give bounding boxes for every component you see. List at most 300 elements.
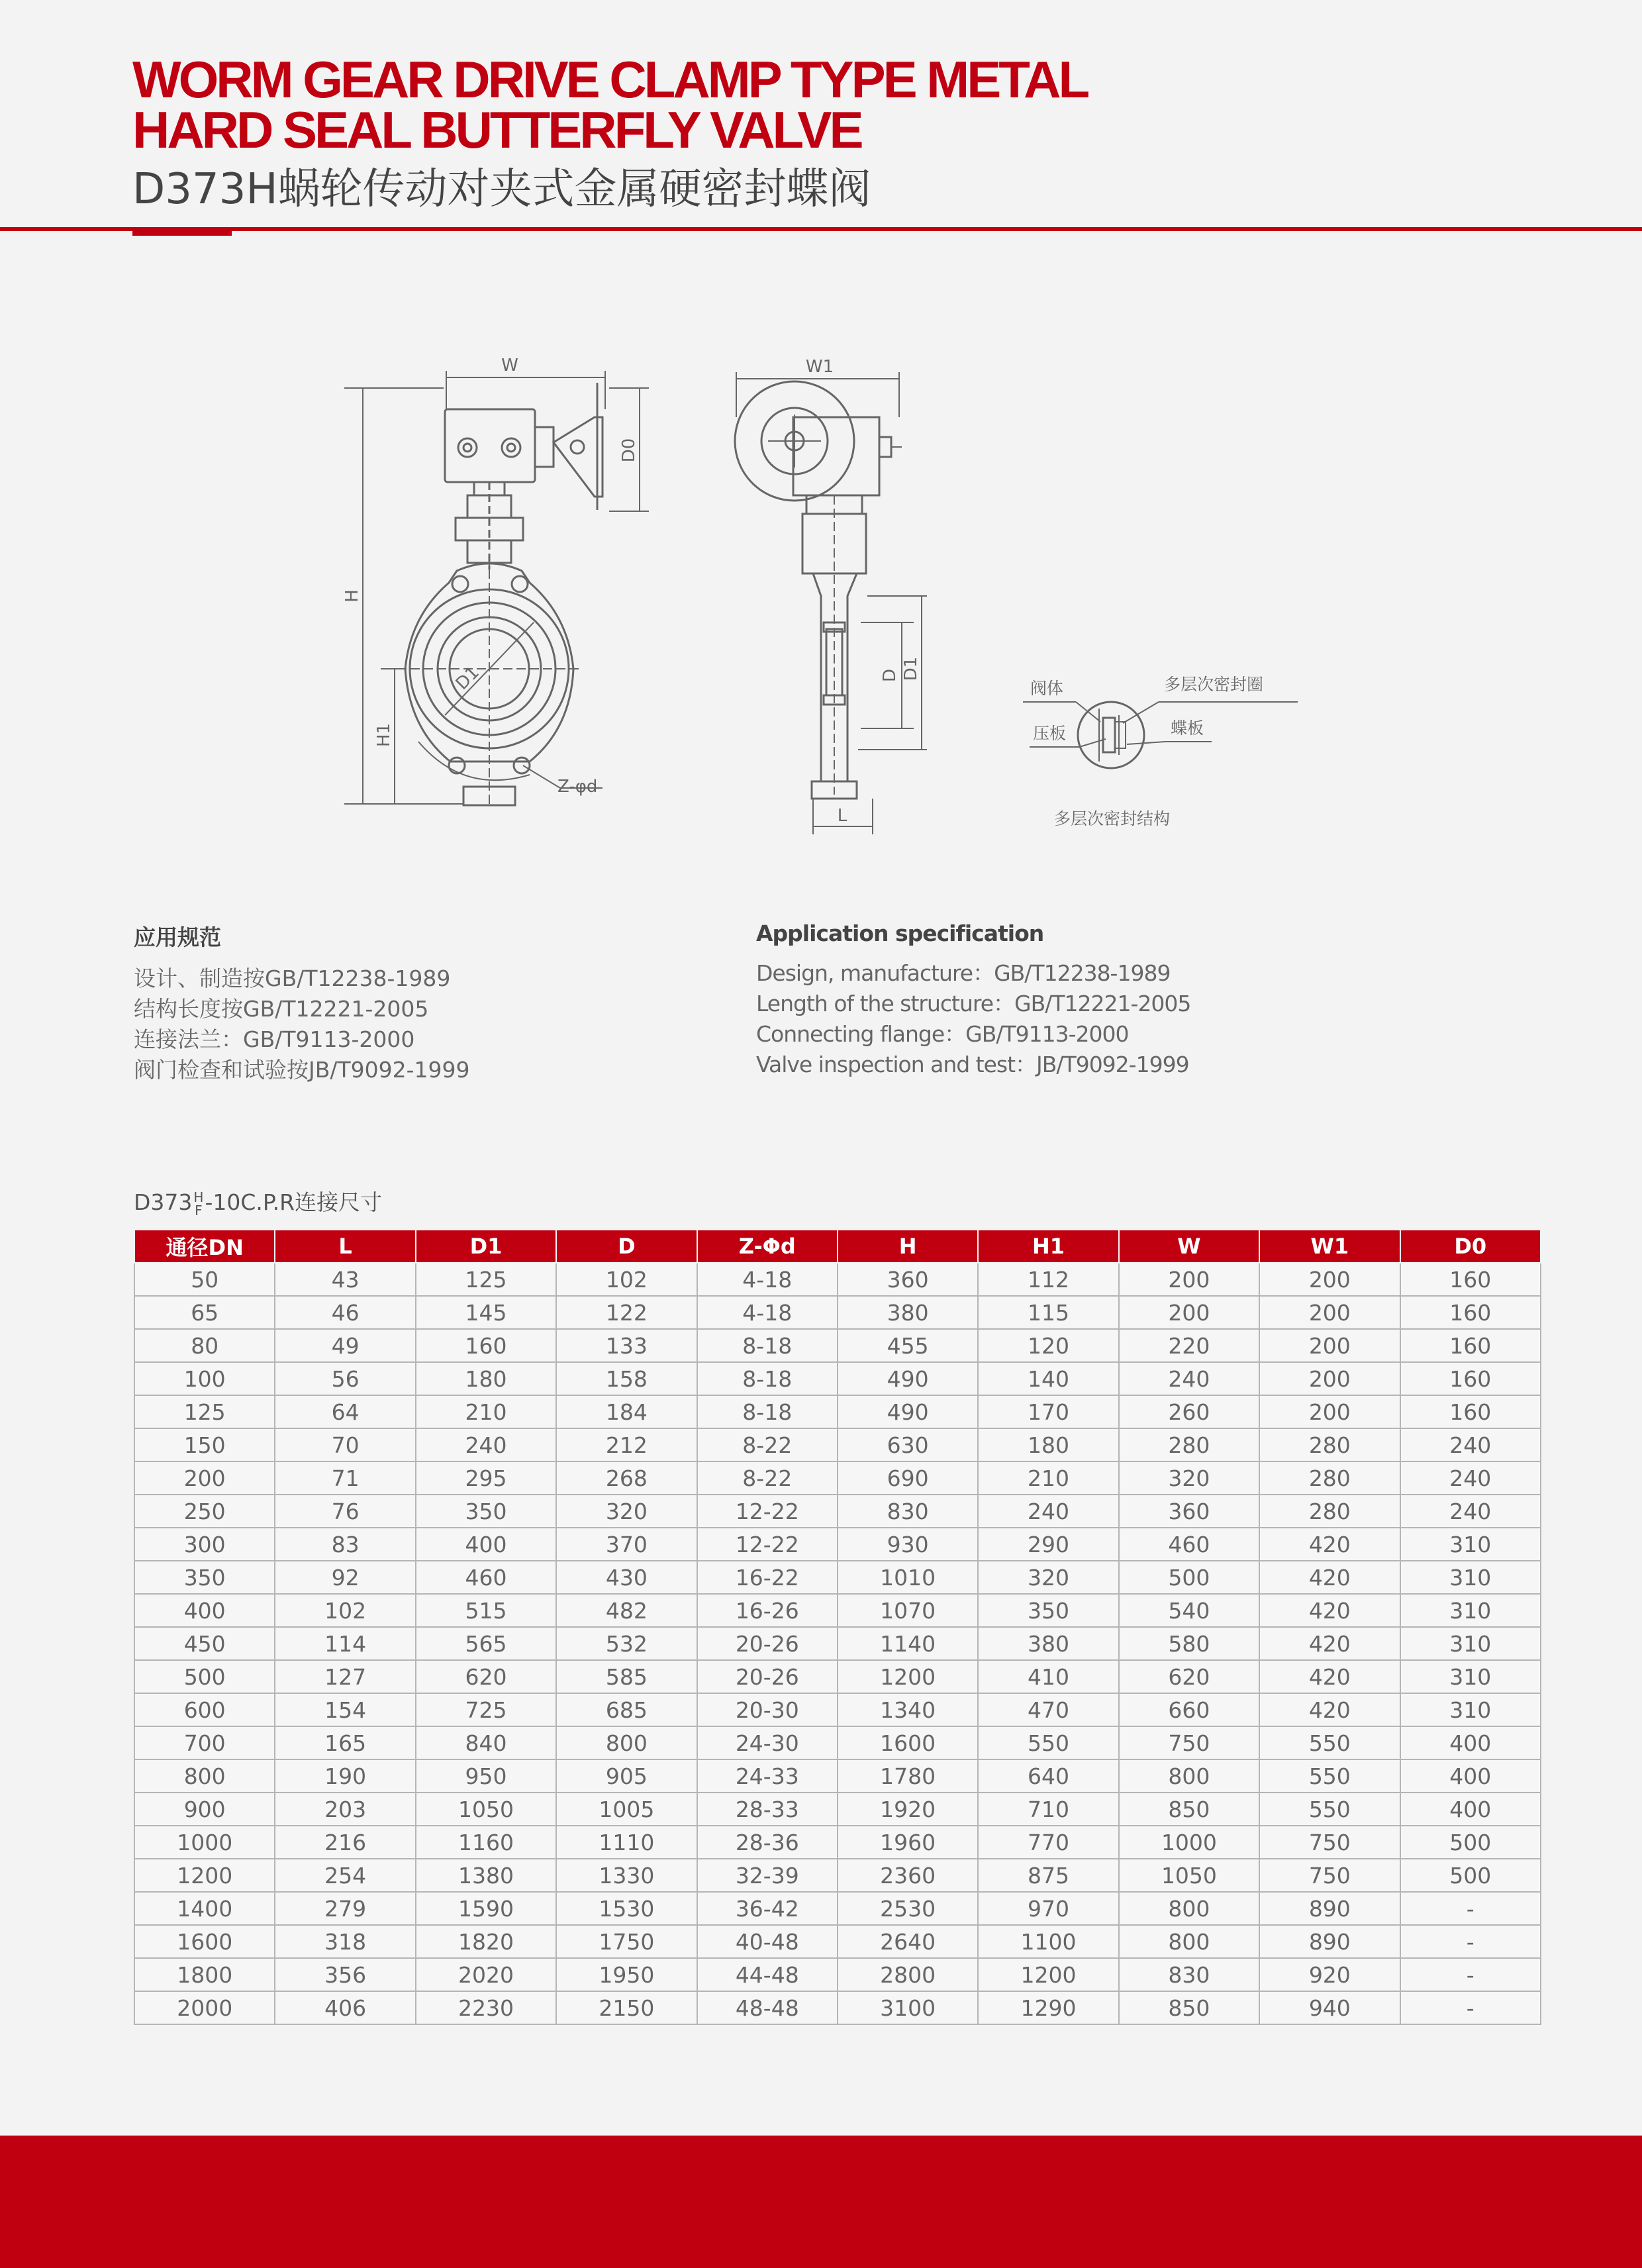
table-cell: 550 [1259, 1726, 1400, 1759]
table-cell: 71 [275, 1461, 415, 1495]
spec-cn [134, 920, 470, 1085]
table-cell: 800 [1119, 1759, 1259, 1793]
table-row [134, 1594, 1541, 1627]
table-cell: 1050 [1119, 1859, 1259, 1892]
table-cell: 160 [1400, 1362, 1541, 1395]
table-cell: 420 [1259, 1693, 1400, 1726]
table-cell: 70 [275, 1428, 415, 1461]
table-cell: 565 [416, 1627, 556, 1660]
table-cell: - [1400, 1991, 1541, 2024]
label-z-d: Z-φd [557, 777, 598, 797]
table-cell: 8-18 [697, 1395, 838, 1428]
table-header-cell: H [838, 1230, 978, 1263]
table-cell: 295 [416, 1461, 556, 1495]
table-cell: 410 [978, 1660, 1118, 1693]
table-row [134, 1528, 1541, 1561]
table-cell: 370 [556, 1528, 697, 1561]
table-cell: 184 [556, 1395, 697, 1428]
table-header-cell: D1 [416, 1230, 556, 1263]
footer-band [0, 2136, 1642, 2268]
table-cell: 28-33 [697, 1793, 838, 1826]
table-cell: 2530 [838, 1892, 978, 1925]
table-cell: 490 [838, 1395, 978, 1428]
table-cell: 190 [275, 1759, 415, 1793]
table-cell: 550 [978, 1726, 1118, 1759]
technical-drawings [0, 318, 1642, 914]
table-cell: 133 [556, 1329, 697, 1362]
table-row [134, 1461, 1541, 1495]
table-cell: 1950 [556, 1958, 697, 1991]
label-body: 阀体 [1030, 679, 1064, 698]
table-cell: 2640 [838, 1925, 978, 1958]
table-cell: 16-22 [697, 1561, 838, 1594]
spec-en-line: Valve inspection and test：JB/T9092-1999 [756, 1052, 1189, 1077]
table-cell: 320 [978, 1561, 1118, 1594]
table-cell: 200 [1119, 1263, 1259, 1296]
table-cell: 400 [1400, 1793, 1541, 1826]
table-cell: 500 [1119, 1561, 1259, 1594]
table-cell: 550 [1259, 1759, 1400, 1793]
table-cell: 685 [556, 1693, 697, 1726]
table-cell: 102 [556, 1263, 697, 1296]
table-row [134, 1793, 1541, 1826]
table-cell: 160 [1400, 1329, 1541, 1362]
table-cell: 200 [1259, 1362, 1400, 1395]
table-cell: 180 [978, 1428, 1118, 1461]
table-cell: 114 [275, 1627, 415, 1660]
table-cell: 770 [978, 1826, 1118, 1859]
table-cell: 158 [556, 1362, 697, 1395]
table-cell: 640 [978, 1759, 1118, 1793]
table-cell: 710 [978, 1793, 1118, 1826]
table-cell: 240 [1400, 1495, 1541, 1528]
table-caption-suffix: -10C.P.R连接尺寸 [205, 1189, 383, 1215]
table-cell: 750 [1259, 1859, 1400, 1892]
table-cell: 830 [838, 1495, 978, 1528]
table-caption-prefix: D373 [134, 1189, 193, 1215]
table-cell: 1010 [838, 1561, 978, 1594]
table-cell: 20-26 [697, 1660, 838, 1693]
table-cell: 620 [1119, 1660, 1259, 1693]
spec-cn-heading: 应用规范 [134, 924, 221, 950]
table-cell: 356 [275, 1958, 415, 1991]
table-cell: 950 [416, 1759, 556, 1793]
table-cell: 360 [1119, 1495, 1259, 1528]
table-cell: 210 [416, 1395, 556, 1428]
table-cell: 318 [275, 1925, 415, 1958]
spec-en-line: Connecting flange：GB/T9113-2000 [756, 1021, 1129, 1047]
table-cell: 8-18 [697, 1329, 838, 1362]
table-cell: 2230 [416, 1991, 556, 2024]
table-cell: 310 [1400, 1561, 1541, 1594]
table-cell: 1000 [1119, 1826, 1259, 1859]
table-cell: 1330 [556, 1859, 697, 1892]
label-h: H [342, 589, 362, 603]
table-cell: 16-26 [697, 1594, 838, 1627]
title-cn: D373H蜗轮传动对夹式金属硬密封蝶阀 [132, 165, 871, 214]
table-cell: 690 [838, 1461, 978, 1495]
table-cell: 268 [556, 1461, 697, 1495]
table-cell: 930 [838, 1528, 978, 1561]
table-cell: 360 [838, 1263, 978, 1296]
spec-en-line: Design, manufacture：GB/T12238-1989 [756, 960, 1171, 986]
fraction-bottom: F [195, 1202, 203, 1218]
table-cell: 460 [416, 1561, 556, 1594]
table-caption [134, 1185, 382, 1217]
header-rule-accent [132, 227, 232, 236]
label-d1-front: D1 [452, 662, 483, 694]
table-cell: 400 [134, 1594, 275, 1627]
table-header-cell: W1 [1259, 1230, 1400, 1263]
table-cell: 850 [1119, 1793, 1259, 1826]
table-header-cell: D [556, 1230, 697, 1263]
header-rule [0, 227, 1642, 231]
table-cell: 310 [1400, 1627, 1541, 1660]
table-cell: 1200 [978, 1958, 1118, 1991]
spec-en [756, 920, 1190, 1080]
table-cell: 940 [1259, 1991, 1400, 2024]
table-caption-fraction [193, 1191, 203, 1217]
table-cell: 890 [1259, 1892, 1400, 1925]
table-row [134, 1263, 1541, 1296]
table-cell: 220 [1119, 1329, 1259, 1362]
table-cell: 200 [1119, 1296, 1259, 1329]
table-cell: 420 [1259, 1528, 1400, 1561]
table-cell: 279 [275, 1892, 415, 1925]
table-cell: 1750 [556, 1925, 697, 1958]
table-cell: 875 [978, 1859, 1118, 1892]
table-cell: 1780 [838, 1759, 978, 1793]
table-row [134, 1826, 1541, 1859]
table-cell: 1590 [416, 1892, 556, 1925]
table-cell: 154 [275, 1693, 415, 1726]
table-header-row [134, 1230, 1541, 1263]
table-cell: 280 [1119, 1428, 1259, 1461]
table-cell: 240 [416, 1428, 556, 1461]
label-d1-side: D1 [901, 656, 921, 681]
table-cell: 970 [978, 1892, 1118, 1925]
table-cell: 102 [275, 1594, 415, 1627]
table-cell: 254 [275, 1859, 415, 1892]
table-cell: 905 [556, 1759, 697, 1793]
table-cell: 76 [275, 1495, 415, 1528]
title-en-line2: HARD SEAL BUTTERFLY VALVE [132, 101, 861, 159]
table-cell: 12-22 [697, 1495, 838, 1528]
table-cell: 28-36 [697, 1826, 838, 1859]
table-row [134, 1561, 1541, 1594]
table-cell: 2150 [556, 1991, 697, 2024]
table-cell: 64 [275, 1395, 415, 1428]
table-cell: 900 [134, 1793, 275, 1826]
table-cell: 49 [275, 1329, 415, 1362]
table-cell: 420 [1259, 1660, 1400, 1693]
table-cell: 48-48 [697, 1991, 838, 2024]
table-cell: 145 [416, 1296, 556, 1329]
label-plate: 压板 [1033, 724, 1067, 743]
table-cell: 725 [416, 1693, 556, 1726]
table-cell: 240 [1400, 1461, 1541, 1495]
table-cell: 260 [1119, 1395, 1259, 1428]
table-cell: 750 [1259, 1826, 1400, 1859]
table-cell: 20-26 [697, 1627, 838, 1660]
table-cell: 1200 [134, 1859, 275, 1892]
table-cell: 180 [416, 1362, 556, 1395]
table-cell: 1070 [838, 1594, 978, 1627]
label-h1: H1 [374, 722, 394, 748]
table-cell: 470 [978, 1693, 1118, 1726]
table-cell: 2360 [838, 1859, 978, 1892]
table-cell: 500 [1400, 1859, 1541, 1892]
table-header-cell: H1 [978, 1230, 1118, 1263]
table-cell: 200 [134, 1461, 275, 1495]
spec-en-heading: Application specification [756, 920, 1044, 946]
table-cell: 1800 [134, 1958, 275, 1991]
table-cell: 420 [1259, 1627, 1400, 1660]
table-header-cell: W [1119, 1230, 1259, 1263]
spec-cn-line: 结构长度按GB/T12221-2005 [134, 996, 429, 1022]
table-cell: 460 [1119, 1528, 1259, 1561]
label-detail-caption: 多层次密封结构 [1054, 809, 1171, 828]
table-cell: 92 [275, 1561, 415, 1594]
table-cell: 310 [1400, 1528, 1541, 1561]
table-cell: 83 [275, 1528, 415, 1561]
label-w1: W1 [805, 357, 834, 377]
table-cell: 700 [134, 1726, 275, 1759]
table-cell: 400 [416, 1528, 556, 1561]
label-d0: D0 [619, 438, 639, 463]
table-cell: 200 [1259, 1329, 1400, 1362]
table-row [134, 1958, 1541, 1991]
table-cell: 290 [978, 1528, 1118, 1561]
table-cell: 120 [978, 1329, 1118, 1362]
table-header-cell: L [275, 1230, 415, 1263]
label-l: L [837, 806, 847, 826]
table-cell: 890 [1259, 1925, 1400, 1958]
table-cell: 310 [1400, 1594, 1541, 1627]
table-cell: 400 [1400, 1726, 1541, 1759]
table-cell: 170 [978, 1395, 1118, 1428]
table-cell: 122 [556, 1296, 697, 1329]
table-cell: 32-39 [697, 1859, 838, 1892]
table-cell: 350 [134, 1561, 275, 1594]
table-cell: 500 [134, 1660, 275, 1693]
table-cell: 2000 [134, 1991, 275, 2024]
table-cell: 125 [416, 1263, 556, 1296]
table-cell: 200 [1259, 1296, 1400, 1329]
table-cell: 280 [1259, 1428, 1400, 1461]
table-cell: 310 [1400, 1660, 1541, 1693]
table-cell: 160 [416, 1329, 556, 1362]
table-cell: 50 [134, 1263, 275, 1296]
table-cell: 580 [1119, 1627, 1259, 1660]
table-cell: 12-22 [697, 1528, 838, 1561]
label-w: W [501, 356, 518, 375]
table-cell: 600 [134, 1693, 275, 1726]
table-cell: 1600 [134, 1925, 275, 1958]
table-cell: 320 [1119, 1461, 1259, 1495]
table-cell: 100 [134, 1362, 275, 1395]
table-cell: 1600 [838, 1726, 978, 1759]
table-cell: 65 [134, 1296, 275, 1329]
table-cell: 165 [275, 1726, 415, 1759]
table-row [134, 1660, 1541, 1693]
table-cell: 56 [275, 1362, 415, 1395]
table-cell: - [1400, 1892, 1541, 1925]
table-cell: 3100 [838, 1991, 978, 2024]
table-cell: 455 [838, 1329, 978, 1362]
table-cell: 540 [1119, 1594, 1259, 1627]
spec-cn-line: 阀门检查和试验按JB/T9092-1999 [134, 1057, 470, 1083]
table-cell: 1400 [134, 1892, 275, 1925]
table-cell: 380 [838, 1296, 978, 1329]
table-cell: 140 [978, 1362, 1118, 1395]
title-en [132, 50, 1088, 159]
table-cell: 320 [556, 1495, 697, 1528]
table-cell: 450 [134, 1627, 275, 1660]
table-row [134, 1859, 1541, 1892]
spec-cn-line: 连接法兰：GB/T9113-2000 [134, 1026, 415, 1052]
table-cell: 550 [1259, 1793, 1400, 1826]
valve-drawing-svg [0, 318, 1642, 914]
table-cell: 1530 [556, 1892, 697, 1925]
side-view [735, 372, 927, 834]
table-cell: 1100 [978, 1925, 1118, 1958]
table-cell: 1110 [556, 1826, 697, 1859]
table-cell: 8-22 [697, 1461, 838, 1495]
table-cell: 840 [416, 1726, 556, 1759]
table-cell: 920 [1259, 1958, 1400, 1991]
table-cell: 125 [134, 1395, 275, 1428]
table-cell: 4-18 [697, 1263, 838, 1296]
table-cell: 800 [1119, 1925, 1259, 1958]
table-cell: 36-42 [697, 1892, 838, 1925]
label-d: D [880, 668, 900, 683]
table-cell: 1380 [416, 1859, 556, 1892]
table-row [134, 1991, 1541, 2024]
table-cell: 400 [1400, 1759, 1541, 1793]
table-cell: 203 [275, 1793, 415, 1826]
table-cell: 1960 [838, 1826, 978, 1859]
table-cell: 212 [556, 1428, 697, 1461]
table-cell: 240 [1400, 1428, 1541, 1461]
table-cell: 800 [1119, 1892, 1259, 1925]
table-cell: 115 [978, 1296, 1118, 1329]
table-cell: 160 [1400, 1296, 1541, 1329]
table-cell: 8-22 [697, 1428, 838, 1461]
table-cell: 2800 [838, 1958, 978, 1991]
table-cell: 630 [838, 1428, 978, 1461]
table-cell: 800 [134, 1759, 275, 1793]
label-seal-ring: 多层次密封圈 [1164, 675, 1264, 694]
table-row [134, 1925, 1541, 1958]
table-cell: 200 [1259, 1395, 1400, 1428]
table-cell: 830 [1119, 1958, 1259, 1991]
table-cell: 750 [1119, 1726, 1259, 1759]
table-cell: 112 [978, 1263, 1118, 1296]
table-cell: - [1400, 1958, 1541, 1991]
spec-cn-line: 设计、制造按GB/T12238-1989 [134, 965, 451, 991]
table-cell: 80 [134, 1329, 275, 1362]
table-cell: 44-48 [697, 1958, 838, 1991]
table-cell: 280 [1259, 1495, 1400, 1528]
table-cell: 490 [838, 1362, 978, 1395]
table-cell: 406 [275, 1991, 415, 2024]
table-cell: 24-30 [697, 1726, 838, 1759]
table-cell: 280 [1259, 1461, 1400, 1495]
table-cell: 620 [416, 1660, 556, 1693]
table-cell: 1920 [838, 1793, 978, 1826]
table-cell: 43 [275, 1263, 415, 1296]
table-cell: 40-48 [697, 1925, 838, 1958]
table-row [134, 1693, 1541, 1726]
table-cell: 310 [1400, 1693, 1541, 1726]
table-row [134, 1329, 1541, 1362]
fraction-top: H [193, 1189, 204, 1205]
table-cell: 532 [556, 1627, 697, 1660]
table-cell: 350 [978, 1594, 1118, 1627]
table-cell: - [1400, 1925, 1541, 1958]
table-cell: 482 [556, 1594, 697, 1627]
table-cell: 1820 [416, 1925, 556, 1958]
table-cell: 200 [1259, 1263, 1400, 1296]
label-disc: 蝶板 [1171, 718, 1204, 738]
table-cell: 800 [556, 1726, 697, 1759]
table-row [134, 1892, 1541, 1925]
table-cell: 1290 [978, 1991, 1118, 2024]
spec-en-line: Length of the structure：GB/T12221-2005 [756, 991, 1191, 1016]
table-cell: 46 [275, 1296, 415, 1329]
table-cell: 850 [1119, 1991, 1259, 2024]
table-cell: 1160 [416, 1826, 556, 1859]
table-cell: 2020 [416, 1958, 556, 1991]
table-cell: 160 [1400, 1263, 1541, 1296]
table-row [134, 1495, 1541, 1528]
table-cell: 216 [275, 1826, 415, 1859]
table-cell: 160 [1400, 1395, 1541, 1428]
table-cell: 1340 [838, 1693, 978, 1726]
table-cell: 585 [556, 1660, 697, 1693]
table-header-cell: 通径DN [134, 1230, 275, 1263]
table-cell: 1200 [838, 1660, 978, 1693]
table-body [134, 1263, 1541, 2024]
table-cell: 1140 [838, 1627, 978, 1660]
table-cell: 380 [978, 1627, 1118, 1660]
table-cell: 250 [134, 1495, 275, 1528]
table-row [134, 1627, 1541, 1660]
title-en-line1: WORM GEAR DRIVE CLAMP TYPE METAL [132, 50, 1088, 109]
table-cell: 660 [1119, 1693, 1259, 1726]
table-cell: 350 [416, 1495, 556, 1528]
dimensions-table [134, 1229, 1541, 2025]
table-cell: 210 [978, 1461, 1118, 1495]
table-cell: 1000 [134, 1826, 275, 1859]
table-cell: 500 [1400, 1826, 1541, 1859]
table-cell: 240 [978, 1495, 1118, 1528]
table-header-cell: D0 [1400, 1230, 1541, 1263]
table-cell: 1005 [556, 1793, 697, 1826]
table-cell: 420 [1259, 1594, 1400, 1627]
table-row [134, 1759, 1541, 1793]
table-row [134, 1296, 1541, 1329]
table-cell: 300 [134, 1528, 275, 1561]
table-cell: 515 [416, 1594, 556, 1627]
table-cell: 1050 [416, 1793, 556, 1826]
table-cell: 4-18 [697, 1296, 838, 1329]
table-cell: 127 [275, 1660, 415, 1693]
table-cell: 420 [1259, 1561, 1400, 1594]
table-header-cell: Z-Φd [697, 1230, 838, 1263]
table-cell: 20-30 [697, 1693, 838, 1726]
